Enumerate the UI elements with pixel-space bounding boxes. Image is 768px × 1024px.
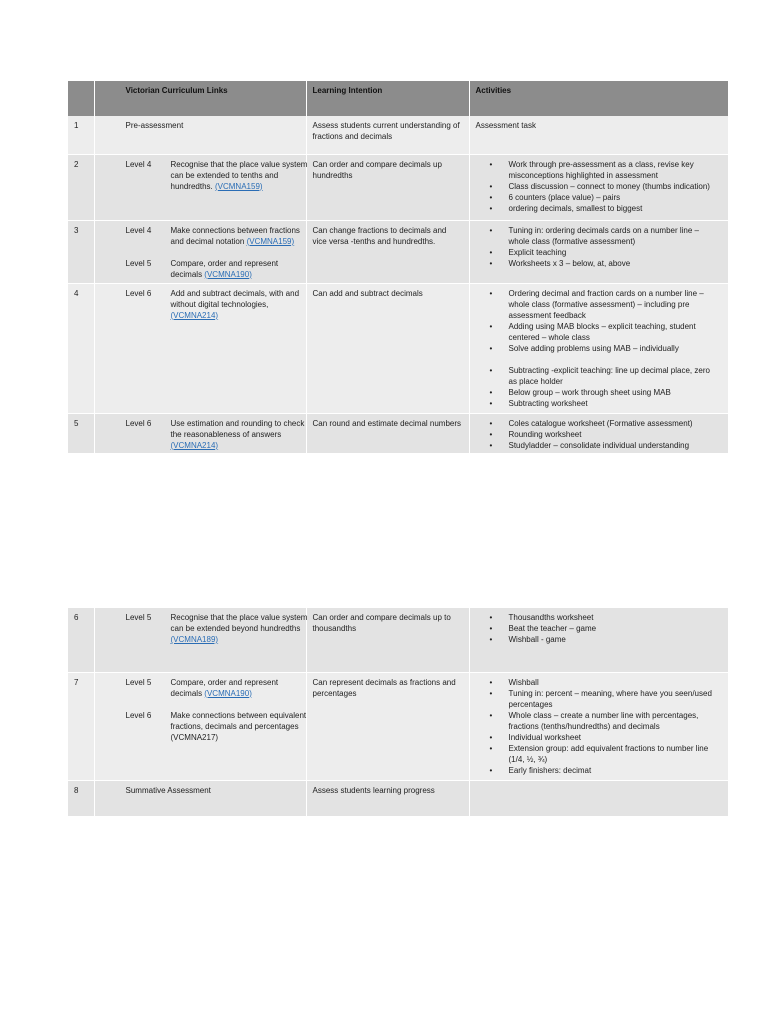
lesson-plan-table-top [68,81,729,454]
list-item: • Whole class – create a number line with percentages, fractions (tenths/hundredths) and decimals [490,710,718,732]
row-number: 3 [68,220,94,283]
list-item: • Early finishers: decimat [490,765,718,776]
curriculum-text: Pre-assessment [125,121,184,130]
learning-intention-cell: Can add and subtract decimals [306,283,469,413]
curriculum-code-link[interactable]: (VCMNA190) [204,269,252,279]
activities-cell [469,413,728,453]
list-item: • Studyladder – consolidate individual understanding [490,440,718,451]
table-row [68,116,728,154]
activities-list [470,418,718,451]
level-label: Level 6 [125,418,152,428]
header-learning-intention: Learning Intention [306,81,469,116]
curriculum-description: Make connections between fractions and decimal notation (VCMNA159) [170,225,300,246]
activities-list [470,677,718,776]
table-row [68,283,728,413]
curriculum-code-link[interactable]: (VCMNA189) [170,635,219,644]
curriculum-code-link[interactable]: (VCMNA214) [170,310,219,320]
activities-list [470,225,718,269]
level-label: Level 4 [125,225,152,235]
activities-cell [469,283,728,413]
header-number [68,81,94,116]
learning-intention-cell: Can round and estimate decimal numbers [306,413,469,453]
table-row [68,413,728,453]
list-item: • Adding using MAB blocks – explicit teaching, student centered – whole class [490,321,718,343]
row-number: 2 [68,154,94,220]
curriculum-text: Summative Assessment [125,785,211,795]
curriculum-description: Compare, order and represent decimals (VCMNA190) [170,677,279,698]
row-number: 6 [68,608,94,672]
curriculum-description: Recognise that the place value system can be extended to tenths and hundredths. (VCMNA159) [170,159,308,191]
level-label: Level 6 [125,710,152,720]
list-item: • Beat the teacher – game [490,623,718,634]
curriculum-code-link[interactable]: (VCMNA214) [170,440,219,450]
activities-list [470,288,718,409]
activities-cell [469,672,728,780]
table-row [68,780,728,816]
header-activities: Activities [469,81,728,116]
table-header-row [68,81,728,116]
curriculum-description: Recognise that the place value system can be extended beyond hundredths (VCMNA189) [170,613,308,644]
list-item: • Ordering decimal and fraction cards on a number line – whole class (formative assessment) – including pre assessment feedback [490,288,718,321]
table-row [68,608,728,672]
list-item: • Class discussion – connect to money (thumbs indication) [490,181,718,192]
list-item: • ordering decimals, smallest to biggest [490,203,718,214]
list-item: • Thousandths worksheet [490,612,718,623]
activity-text: Assessment task [475,121,536,130]
list-item: • 6 counters (place value) – pairs [490,192,718,203]
learning-intention-cell: Can change fractions to decimals and vice versa -tenths and hundredths. [306,220,469,283]
level-label: Level 5 [125,613,152,622]
curriculum-cell [94,672,306,780]
activities-cell [469,116,728,154]
learning-intention-cell: Assess students current understanding of fractions and decimals [306,116,469,154]
learning-intention-cell: Can order and compare decimals up to thousandths [306,608,469,672]
table-row [68,220,728,283]
activities-list [470,612,718,645]
list-item: • Solve adding problems using MAB – individually [490,343,718,354]
curriculum-cell [94,283,306,413]
row-number: 8 [68,780,94,816]
activities-cell [469,154,728,220]
level-label: Level 5 [125,677,152,687]
activities-list [470,159,718,214]
curriculum-cell [94,780,306,816]
curriculum-code-link[interactable]: (VCMNA190) [204,688,252,698]
list-item: • Wishball [490,677,718,688]
list-item: • Work through pre-assessment as a class, revise key misconceptions highlighted in assessment [490,159,718,181]
row-number: 1 [68,116,94,154]
list-item: • Below group – work through sheet using MAB [490,387,718,398]
list-item: • Tuning in: percent – meaning, where have you seen/used percentages [490,688,718,710]
curriculum-description: Compare, order and represent decimals (VCMNA190) [170,258,279,279]
list-item: • Tuning in: ordering decimals cards on a number line – whole class (formative assessment) [490,225,718,247]
list-item: • Subtracting worksheet [490,398,718,409]
curriculum-cell [94,413,306,453]
learning-intention-cell: Can order and compare decimals up hundredths [306,154,469,220]
curriculum-cell [94,116,306,154]
level-label: Level 6 [125,288,152,298]
row-number: 7 [68,672,94,780]
curriculum-cell [94,608,306,672]
curriculum-cell [94,220,306,283]
list-item: • Coles catalogue worksheet (Formative assessment) [490,418,718,429]
lesson-plan-table-bottom [68,608,729,817]
list-item: • Rounding worksheet [490,429,718,440]
level-label: Level 4 [125,159,152,169]
activities-cell [469,608,728,672]
learning-intention-cell: Assess students learning progress [306,780,469,816]
table-row [68,672,728,780]
level-label: Level 5 [125,258,152,268]
list-item: • Extension group: add equivalent fractions to number line (1/4, ½, ¾) [490,743,718,765]
list-item: • Individual worksheet [490,732,718,743]
curriculum-description: Add and subtract decimals, with and without digital technologies, (VCMNA214) [170,288,300,320]
activities-cell [469,220,728,283]
row-number: 4 [68,283,94,413]
curriculum-cell [94,154,306,220]
header-curriculum-links: Victorian Curriculum Links [94,81,306,116]
curriculum-code-link[interactable]: (VCMNA159) [214,181,263,191]
list-item: • Subtracting -explicit teaching: line up decimal place, zero as place holder [490,365,718,387]
curriculum-description: Make connections between equivalent fractions, decimals and percentages (VCMNA217) [170,710,307,742]
curriculum-description: Use estimation and rounding to check the reasonableness of answers (VCMNA214) [170,418,305,450]
curriculum-code-link[interactable]: (VCMNA159) [246,236,295,246]
list-item: • Worksheets x 3 – below, at, above [490,258,718,269]
learning-intention-cell: Can represent decimals as fractions and percentages [306,672,469,780]
list-item: • Wishball - game [490,634,718,645]
activities-cell [469,780,728,816]
row-number: 5 [68,413,94,453]
table-row [68,154,728,220]
list-item: • Explicit teaching [490,247,718,258]
